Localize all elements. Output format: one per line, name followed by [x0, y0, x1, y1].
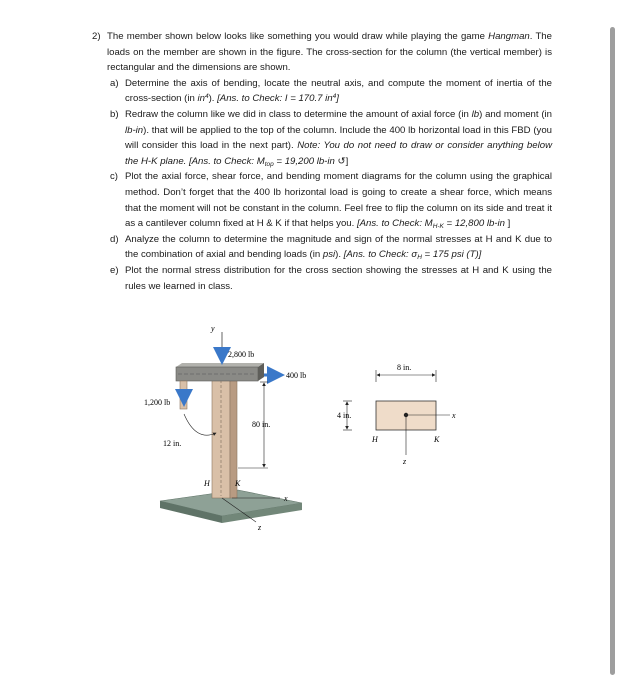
section-x-axis-label: x	[452, 411, 456, 420]
part-a	[92, 76, 552, 107]
point-h-label: H	[204, 479, 210, 488]
part-d-text-2: ).	[335, 249, 344, 261]
top-beam	[176, 363, 264, 381]
y-axis	[210, 324, 222, 352]
base-x-axis-label: x	[284, 494, 288, 503]
part-c-check-end: = 12,800 lb-in	[443, 218, 508, 230]
part-b-label: b)	[110, 108, 119, 120]
part-d-check: [Ans. to Check: σ	[343, 249, 418, 261]
section-z-axis-label: z	[403, 457, 407, 466]
problem-intro	[92, 29, 552, 76]
part-b-note-end: = 19,200 lb-in	[273, 155, 338, 167]
part-d-unit: psi	[322, 249, 336, 261]
part-b-text-3: ). that will be applied to the top of the column. Include the 400 lb horizontal load in this FBD (you will consider this load in the next part).	[125, 124, 552, 152]
load-1200-label: 1,200 lb	[144, 398, 171, 407]
problem-2	[92, 29, 552, 294]
dim-12-in	[163, 414, 216, 448]
dim-4-in	[337, 401, 352, 430]
vertical-column	[212, 376, 237, 498]
cross-section	[337, 363, 456, 466]
part-d-label: d)	[110, 233, 119, 245]
part-d	[92, 232, 552, 263]
base-z-axis-label: z	[258, 523, 262, 532]
dim-12-in-label: 12 in.	[163, 439, 182, 448]
part-b-note-sub: top	[264, 160, 274, 168]
problem-number: 2)	[92, 31, 101, 42]
section-point-k-label: K	[434, 435, 440, 444]
intro-game-name: Hangman	[488, 31, 530, 42]
part-e-text: Plot the normal stress distribution for the cross section showing the stresses at H and K using the rules we learned in class.	[125, 264, 552, 292]
part-d-check-end: = 175 psi (T)]	[421, 249, 482, 261]
part-a-check-exp: 4	[332, 93, 337, 101]
part-d-text: Analyze the column to determine the magnitude and sign of the normal stresses at H and K due to the combination of axial and bending loads (in	[125, 233, 552, 261]
part-b-end: ]	[345, 155, 349, 167]
scrollbar-thumb[interactable]	[610, 27, 615, 675]
part-b-unit-lbin: lb-in	[125, 124, 144, 136]
part-b-unit-lb: lb	[471, 108, 480, 120]
y-axis-label: y	[211, 324, 215, 333]
part-c-text: Plot the axial force, shear force, and bending moment diagrams for the column using the graphical method. Don’t forget that the 400 lb horizontal load is going to create a shear force, which means that the moment will not be constant in the column. Feel free to flip the column on its side and treat it as a cantilever column fixed at H & K if that helps you.	[125, 171, 552, 230]
part-b	[92, 107, 552, 169]
part-a-check-end: ]	[336, 93, 339, 105]
part-e	[92, 263, 552, 294]
load-400-arrow	[264, 371, 306, 380]
centroid-dot	[404, 413, 408, 417]
dim-8-in-label: 8 in.	[397, 363, 412, 372]
dim-80-in	[238, 382, 270, 468]
part-c-check-sub: H-K	[432, 223, 444, 231]
load-2800-arrow	[222, 348, 254, 362]
part-a-text-2: ).	[208, 93, 218, 105]
part-c-label: c)	[110, 171, 118, 183]
point-k-label: K	[235, 479, 241, 488]
part-e-label: e)	[110, 264, 119, 276]
load-2800-label: 2,800 lb	[228, 350, 255, 359]
part-d-check-sub: H	[417, 254, 422, 262]
part-a-check: [Ans. to Check: I = 170.7 in	[217, 93, 333, 105]
part-a-unit-exp: 4	[204, 93, 209, 101]
part-a-text: Determine the axis of bending, locate the neutral axis, and compute the moment of inertia of the cross-section (in	[125, 77, 552, 105]
load-400-label: 400 lb	[286, 371, 307, 380]
part-a-unit: in	[197, 93, 205, 105]
part-b-text-2: ) and moment (in	[479, 108, 552, 120]
part-b-note: Note: You do not need to draw or consider anything below the H-K plane. [Ans. to Check: M	[125, 140, 553, 167]
load-1200-arrow	[144, 390, 184, 407]
section-point-h-label: H	[372, 435, 378, 444]
vertical-scrollbar[interactable]	[605, 0, 617, 700]
counterclockwise-moment-icon: ↺	[337, 155, 346, 167]
part-c-end: ]	[507, 218, 511, 230]
part-c-check: [Ans. to Check: M	[356, 218, 433, 230]
part-b-text: Redraw the column like we did in class to determine the amount of axial force (in	[125, 108, 472, 120]
problem-parts	[92, 76, 552, 294]
intro-text-b: . The loads on the member are shown in the figure. The cross-section for the column (the vertical member) is rectangular and the dimensions are shown.	[107, 31, 552, 74]
dim-8-in	[376, 363, 436, 382]
dim-80-in-label: 80 in.	[252, 420, 271, 429]
intro-text-a: The member shown below looks like something you would draw while playing the game	[107, 31, 489, 42]
dim-4-in-label: 4 in.	[337, 411, 352, 420]
part-a-label: a)	[110, 77, 119, 89]
hangman-member-figure	[140, 318, 500, 543]
part-c	[92, 169, 552, 231]
